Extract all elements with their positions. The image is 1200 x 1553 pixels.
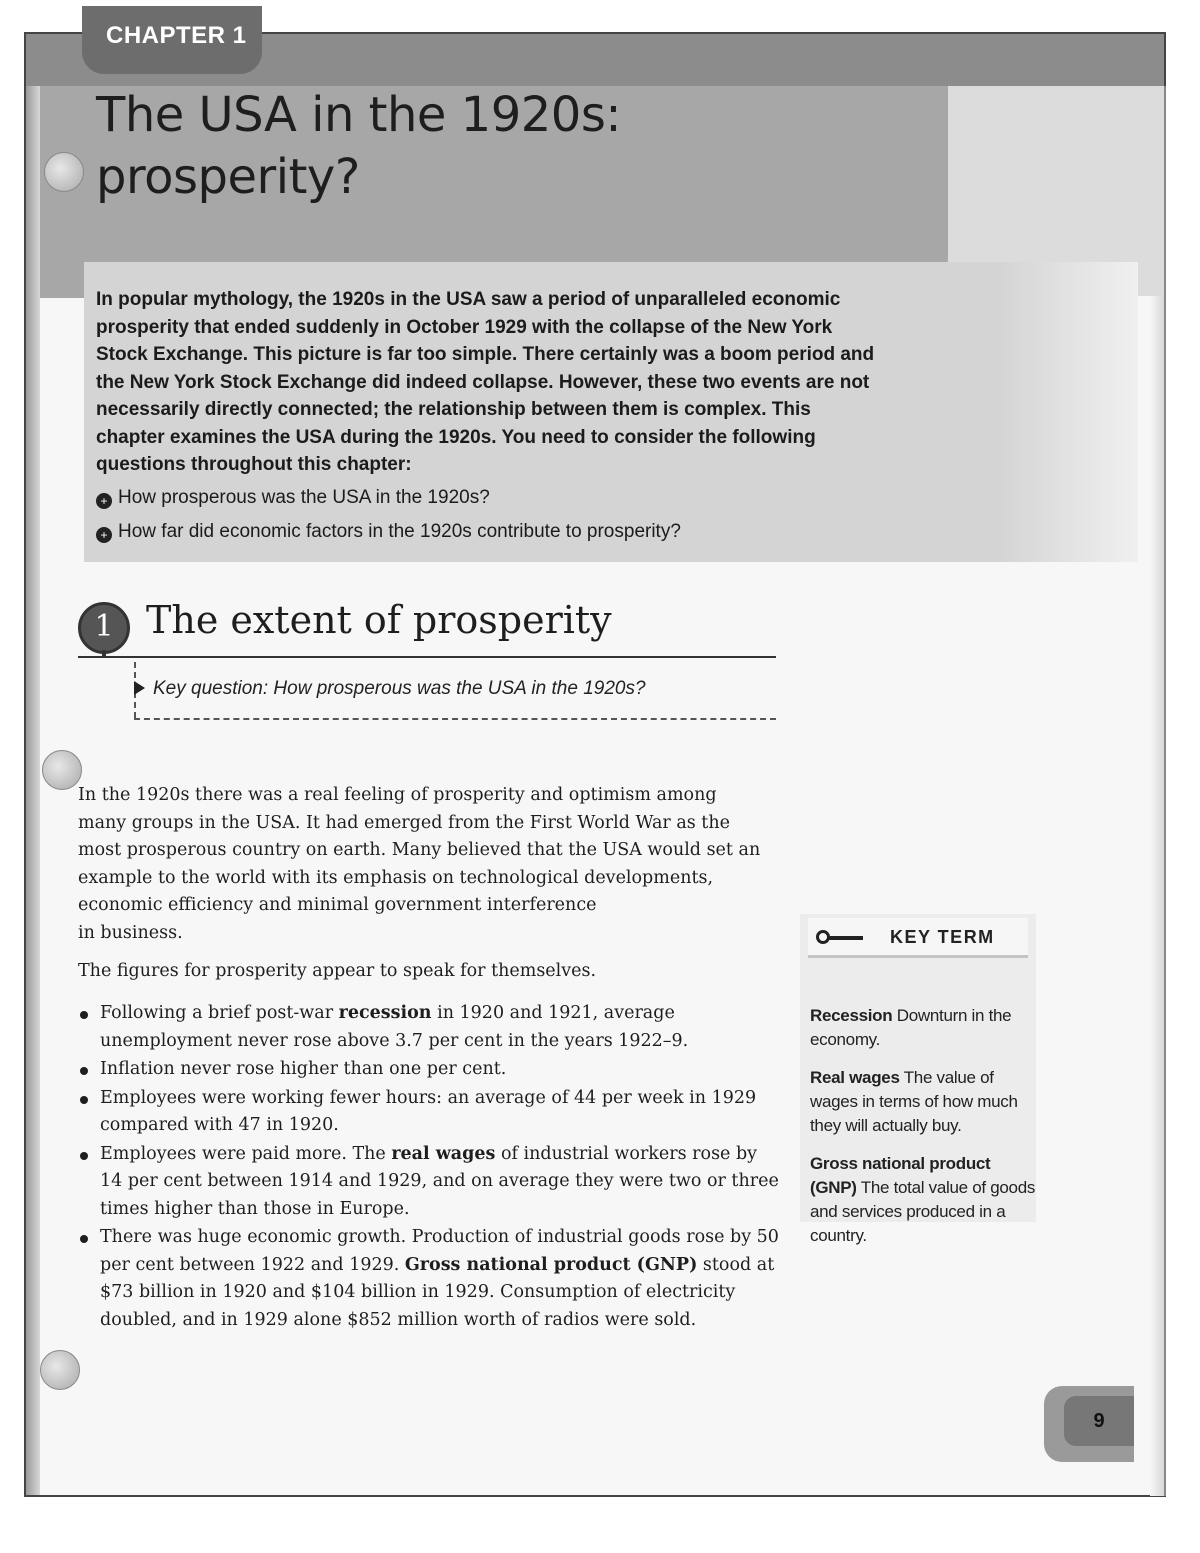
key-term-recession: Recession Downturn in the economy. [810, 1006, 1012, 1049]
chapter-tab: CHAPTER 1 [82, 6, 262, 74]
intro-question-1 [96, 486, 796, 510]
body-line: most prosperous country on earth. Many believed that the USA would set an [78, 840, 761, 860]
page-edge-shadow [1150, 296, 1164, 1496]
intro-question-2 [96, 520, 796, 544]
intro-line: the New York Stock Exchange did indeed collapse. However, these two events are not [96, 371, 870, 393]
page-number: 9 [1064, 1396, 1134, 1446]
intro-line: chapter examines the USA during the 1920s. You need to consider the following [96, 426, 816, 448]
key-question [134, 678, 754, 700]
bullet-item: Inflation never rose higher than one per cent. [78, 1056, 784, 1084]
intro-line: Stock Exchange. This picture is far too simple. There certainly was a boom period and [96, 344, 875, 365]
key-term-real-wages: Real wages The value of wages in terms of how much they will actually buy. [810, 1068, 1018, 1135]
page-edge [1164, 86, 1166, 1496]
chapter-title-line-1: The USA in the 1920s: [96, 87, 621, 143]
section-number-badge: 1 [78, 602, 130, 654]
body-line: example to the world with its emphasis on technological developments, [78, 867, 714, 888]
intro-line: questions throughout this chapter: [96, 454, 412, 475]
body-line: in business. [78, 922, 183, 943]
binder-hole-icon [42, 750, 82, 790]
key-term-heading-text: KEY TERM [890, 927, 995, 947]
intro-question-text: How far did economic factors in the 1920s contribute to prosperity? [118, 521, 681, 542]
bullet-item: There was huge economic growth. Production of industrial goods rose by 50 per cent between 1922 and 1929. Gross national product (GNP) stood at $73 billion in 1920 and $104 billion in 1929. Consumption of electricity doubled, and in 1929 alone $852 million worth of radios were sold. [78, 1224, 784, 1334]
section-title: The extent of prosperity [146, 598, 612, 642]
intro-question-text: How prosperous was the USA in the 1920s? [118, 487, 490, 508]
binder-hole-icon [44, 152, 84, 192]
chapter-title [96, 84, 856, 208]
body-line: many groups in the USA. It had emerged from the First World War as the [78, 812, 730, 833]
key-term-gnp: Gross national product (GNP) The total value of goods and services produced in a country. [810, 1154, 1036, 1245]
plus-circle-icon: + [96, 527, 112, 543]
body-line: economic efficiency and minimal government interference [78, 895, 597, 915]
key-question-text: Key question: How prosperous was the USA in the 1920s? [153, 678, 646, 699]
prosperity-bullets [78, 1000, 784, 1335]
intro-line: necessarily directly connected; the relationship between them is complex. This [96, 399, 811, 420]
bullet-item: Following a brief post-war recession in 1920 and 1921, average unemployment never rose above 3.7 per cent in the years 1922–9. [78, 1000, 784, 1055]
key-question-rule [134, 718, 776, 720]
intro-line: prosperity that ended suddenly in October 1929 with the collapse of the New York [96, 316, 833, 338]
key-term-heading [808, 918, 1028, 958]
body-paragraph-1 [78, 782, 784, 947]
body-paragraph-2: The figures for prosperity appear to speak for themselves. [78, 961, 597, 981]
page-spine-shadow [26, 34, 40, 1495]
chapter-title-line-2: prosperity? [96, 149, 360, 205]
section-rule [78, 656, 776, 658]
triangle-right-icon [134, 681, 145, 695]
bullet-item: Employees were working fewer hours: an average of 44 per week in 1929 compared with 47 in 1920. [78, 1085, 784, 1140]
key-icon [816, 930, 830, 944]
binder-hole-icon [40, 1350, 80, 1390]
intro-line: In popular mythology, the 1920s in the USA saw a period of unparalleled economic [96, 289, 841, 310]
bullet-item: Employees were paid more. The real wages of industrial workers rose by 14 per cent between 1914 and 1929, and on average they were two or three times higher than those in Europe. [78, 1141, 784, 1224]
intro-paragraph [96, 286, 926, 479]
body-line: In the 1920s there was a real feeling of prosperity and optimism among [78, 785, 717, 805]
plus-circle-icon: + [96, 493, 112, 509]
